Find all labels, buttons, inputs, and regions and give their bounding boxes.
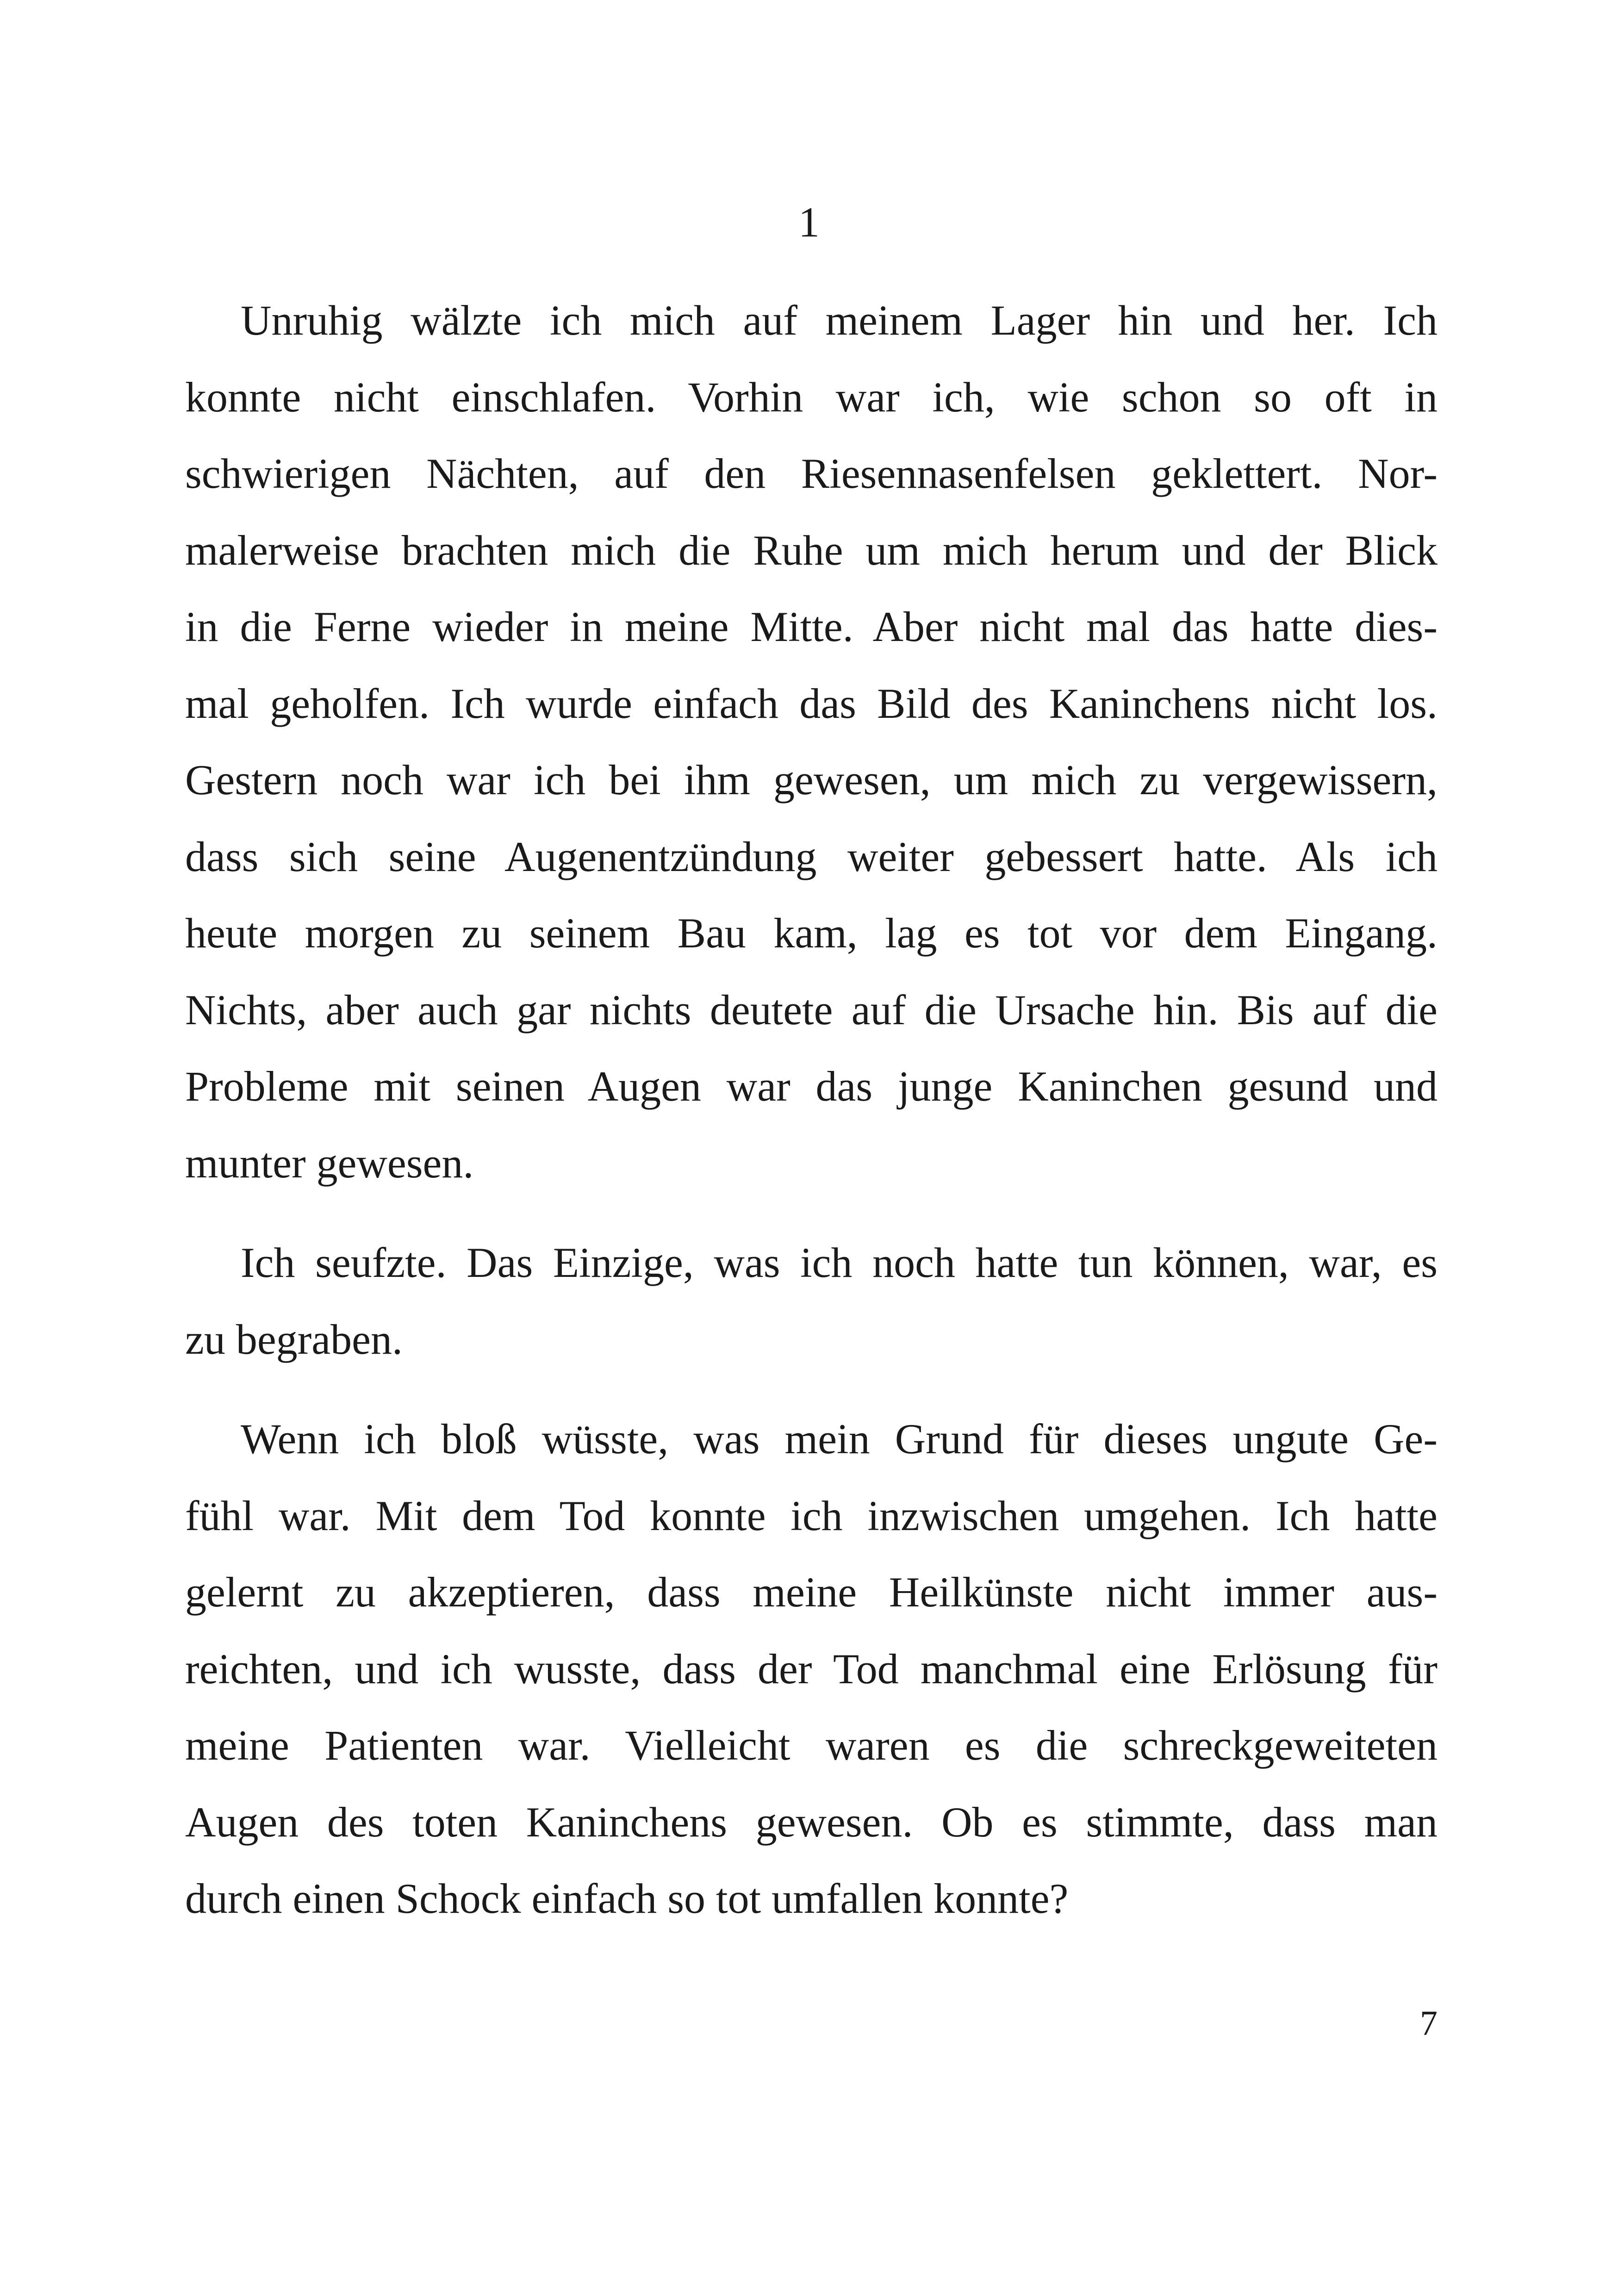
text-line: mal geholfen. Ich wurde einfach das Bild des Kaninchens nicht los. xyxy=(185,679,1438,727)
chapter-number: 1 xyxy=(798,199,820,246)
text-line: zu begraben. xyxy=(185,1315,403,1363)
text-line: Unruhig wälzte ich mich auf meinem Lager hin und her. Ich xyxy=(241,297,1438,344)
text-line: in die Ferne wieder in meine Mitte. Aber nicht mal das hatte dies- xyxy=(185,603,1438,650)
paragraph-1 xyxy=(185,282,1438,1201)
text-line: munter gewesen. xyxy=(185,1139,474,1187)
text-line: Nichts, aber auch gar nichts deutete auf die Ursache hin. Bis auf die xyxy=(185,986,1438,1033)
text-line: Augen des toten Kaninchens gewesen. Ob es stimmte, dass man xyxy=(185,1798,1438,1846)
text-line: heute morgen zu seinem Bau kam, lag es tot vor dem Eingang. xyxy=(185,909,1438,957)
paragraph-2 xyxy=(185,1225,1438,1378)
text-line: malerweise brachten mich die Ruhe um mich herum und der Blick xyxy=(185,526,1438,574)
text-line: Gestern noch war ich bei ihm gewesen, um mich zu vergewissern, xyxy=(185,756,1438,803)
paragraph-3 xyxy=(185,1401,1438,1937)
text-line: Ich seufzte. Das Einzige, was ich noch hatte tun können, war, es xyxy=(241,1239,1438,1286)
text-line: durch einen Schock einfach so tot umfallen konnte? xyxy=(185,1875,1069,1922)
text-line: fühl war. Mit dem Tod konnte ich inzwischen umgehen. Ich hatte xyxy=(185,1492,1438,1539)
chapter-body xyxy=(185,282,1438,1937)
text-line: gelernt zu akzeptieren, dass meine Heilkünste nicht immer aus- xyxy=(185,1568,1438,1616)
text-line: schwierigen Nächten, auf den Riesennasenfelsen geklettert. Nor- xyxy=(185,450,1438,497)
page-number: 7 xyxy=(1420,2004,1438,2043)
text-line: Probleme mit seinen Augen war das junge Kaninchen gesund und xyxy=(185,1063,1438,1110)
text-line: dass sich seine Augenentzündung weiter gebessert hatte. Als ich xyxy=(185,833,1438,880)
text-line: reichten, und ich wusste, dass der Tod manchmal eine Erlösung für xyxy=(185,1645,1438,1692)
text-line: Wenn ich bloß wüsste, was mein Grund für dieses ungute Ge- xyxy=(241,1415,1438,1462)
text-line: konnte nicht einschlafen. Vorhin war ich, wie schon so oft in xyxy=(185,373,1438,421)
text-line: meine Patienten war. Vielleicht waren es die schreckgeweiteten xyxy=(185,1722,1438,1769)
